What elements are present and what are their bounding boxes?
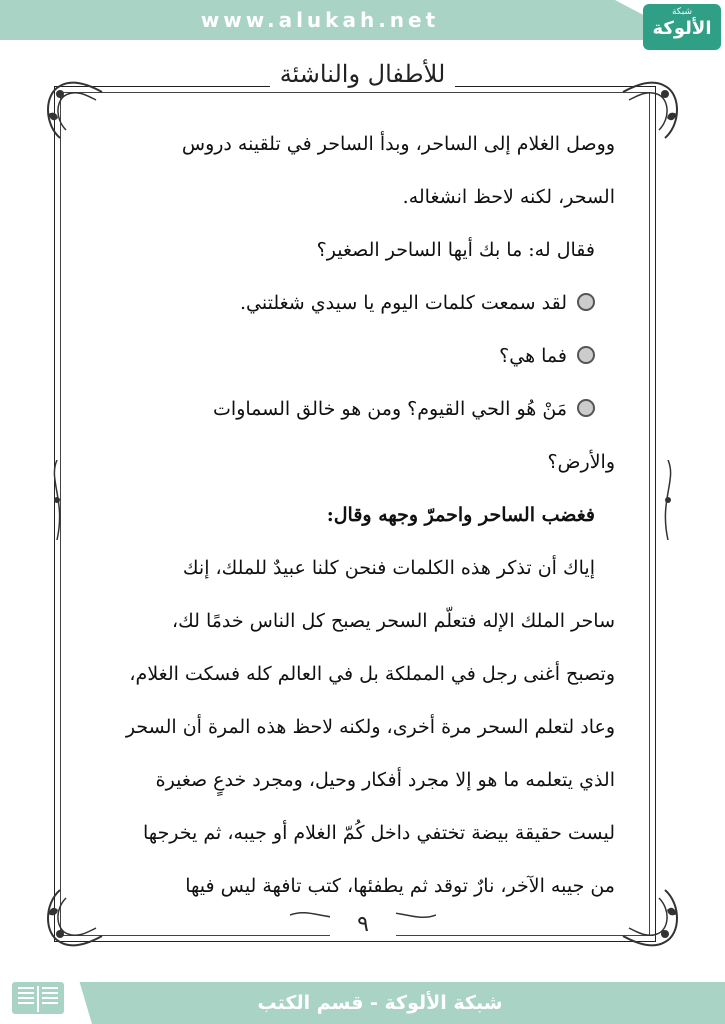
text-line: السحر، لكنه لاحظ انشغاله. [402,186,615,208]
text-line: ساحر الملك الإله فتعلّم السحر يصبح كل الناس خدمًا لك، [171,610,615,632]
flower-bullet-icon [577,346,595,364]
logo-big-text: الألوكة [652,18,712,39]
corner-ornament-bottom-left [40,884,110,954]
alukah-logo[interactable] [643,4,721,50]
open-book-icon[interactable] [10,978,66,1018]
text-line: إياك أن تذكر هذه الكلمات فنحن كلنا عبيدٌ للملك، إنك [182,557,595,579]
series-title: للأطفال والناشئة [0,60,725,88]
side-ornament-right [657,460,679,540]
flower-bullet-icon [577,399,595,417]
text-line: والأرض؟ [547,451,615,473]
text-line: الذي يتعلمه ما هو إلا مجرد أفكار وحيل، ومجرد خدعٍ صغيرة [155,769,615,791]
website-url[interactable]: www.alukah.net [200,8,440,32]
page-number: ٩ [330,912,396,937]
logo-small-text: شبكة [671,7,693,17]
dialogue-line: لقد سمعت كلمات اليوم يا سيدي شغلتني. [110,277,615,330]
dialogue-line: فما هي؟ [110,330,615,383]
flower-bullet-icon [577,293,595,311]
page-body [110,118,615,913]
text-line: ليست حقيقة بيضة تختفي داخل كُمّ الغلام أو جيبه، ثم يخرجها [143,822,615,844]
text-line: ووصل الغلام إلى الساحر، وبدأ الساحر في تلقينه دروس [181,133,615,155]
footer-title[interactable]: شبكة الألوكة - قسم الكتب [257,992,503,1014]
text-line: فقال له: ما بك أيها الساحر الصغير؟ [316,239,595,261]
text-line: وعاد لتعلم السحر مرة أخرى، ولكنه لاحظ هذه المرة أن السحر [125,716,615,738]
text-line: وتصبح أغنى رجل في المملكة بل في العالم كله فسكت الغلام، [129,663,615,685]
dialogue-line: مَنْ هُو الحي القيوم؟ ومن هو خالق السماوات [110,383,615,436]
side-ornament-left [46,460,68,540]
section-heading: فغضب الساحر واحمرّ وجهه وقال: [326,504,595,526]
text-line: من جيبه الآخر، نارٌ توقد ثم يطفئها، كتب تافهة ليس فيها [185,875,615,897]
corner-ornament-bottom-right [615,884,685,954]
